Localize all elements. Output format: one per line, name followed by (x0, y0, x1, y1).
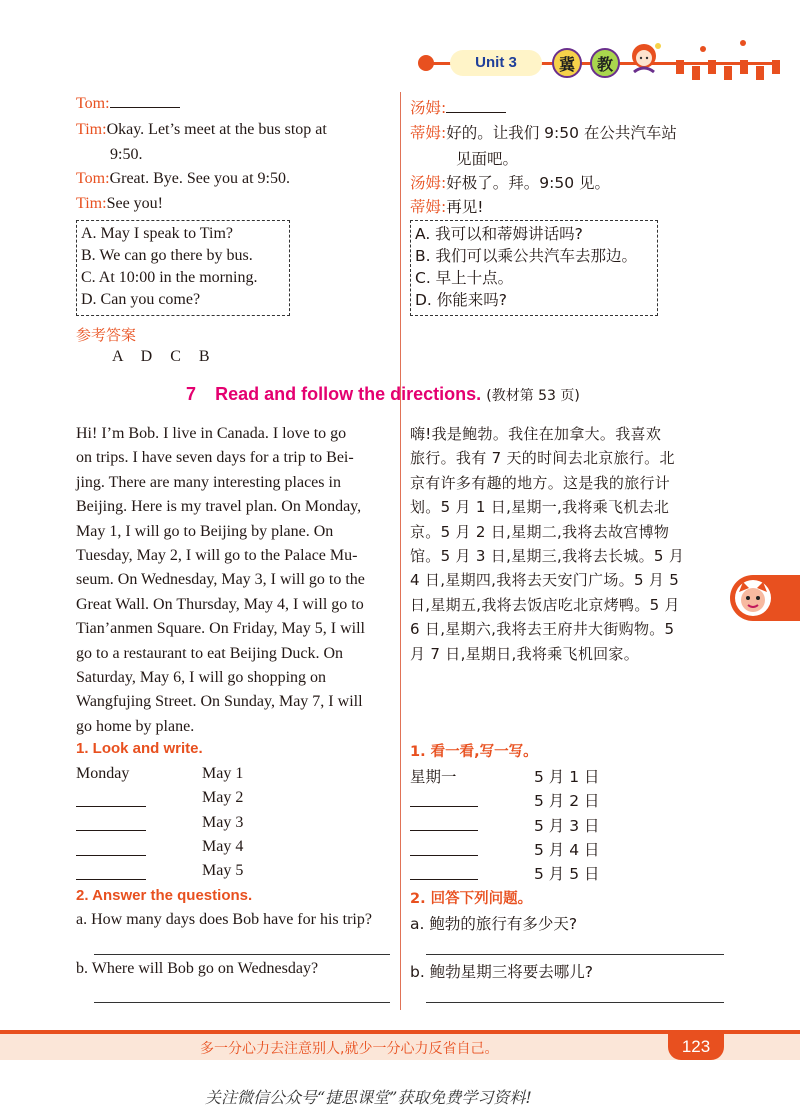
task1-date-en: May 4 (202, 838, 244, 855)
dialog-text: See you! (106, 195, 163, 212)
header-checker (772, 60, 780, 74)
task1-title-en: 1. Look and write. (76, 740, 203, 757)
task1-date-zh: 5 月 1 日 (534, 768, 600, 786)
answer-line[interactable] (94, 1002, 390, 1003)
mascot-girl-icon (622, 38, 668, 78)
header-ball-decoration (418, 55, 434, 71)
dialog-line-en: Tom: (76, 95, 180, 113)
passage-zh (410, 422, 728, 666)
day-blank-zh[interactable] (410, 806, 478, 807)
passage-en-line: Saturday, May 6, I will go shopping on (76, 669, 327, 687)
dialog-line-zh: 蒂姆:好的。让我们 9:50 在公共汽车站 (410, 124, 677, 142)
task1-date-zh: 5 月 5 日 (534, 865, 600, 883)
section-note: (教材第 53 页) (486, 388, 580, 404)
passage-en-line: seum. On Wednesday, May 3, I will go to the (76, 571, 365, 589)
header-checker (692, 66, 700, 80)
passage-zh-line: 京。5 月 2 日,星期二,我将去故宫博物 (410, 522, 670, 541)
header-checker (708, 60, 716, 74)
day-blank[interactable] (76, 879, 146, 880)
dialog-line-zh: 汤姆:好极了。拜。9:50 见。 (410, 174, 610, 192)
day-blank-zh[interactable] (410, 879, 478, 880)
question-b-en: b. Where will Bob go on Wednesday? (76, 960, 319, 977)
passage-zh-line: 划。5 月 1 日,星期一,我将乘飞机去北 (410, 498, 670, 517)
option-d: D. Can you come? (81, 291, 201, 308)
passage-en (76, 422, 390, 739)
task1-date-en: May 2 (202, 789, 244, 806)
task1-first-day-zh: 星期一 (410, 768, 457, 786)
speaker-tim-zh: 蒂姆 (410, 124, 442, 142)
header-checker (676, 60, 684, 74)
header-checker (740, 60, 748, 74)
day-blank[interactable] (76, 855, 146, 856)
day-blank-zh[interactable] (410, 830, 478, 831)
dialog-text: Great. Bye. See you at 9:50. (109, 170, 290, 187)
header-checker (724, 66, 732, 80)
dialog-text-zh: 好极了。拜。9:50 见。 (446, 174, 610, 192)
speaker-tom: Tom (76, 95, 106, 112)
answer-blank-zh[interactable] (446, 112, 506, 113)
answer-line[interactable] (94, 954, 390, 955)
dialog-line-en: Tim:Okay. Let’s meet at the bus stop at (76, 121, 327, 138)
speaker-tom: Tom (76, 170, 106, 187)
section-title: Read and follow the directions. (215, 384, 482, 404)
passage-en-line: go to a restaurant to eat Beijing Duck. On (76, 644, 344, 662)
passage-zh-line: 4 日,星期四,我将去天安门广场。5 月 5 (410, 571, 680, 590)
passage-en-line: Hi! I’m Bob. I live in Canada. I love to go (76, 425, 347, 442)
header-dot (700, 46, 706, 52)
reference-answers-title: 参考答案 (76, 326, 137, 344)
passage-zh-line: 京有许多有趣的地方。这是我的旅行计 (410, 473, 671, 492)
header-checker (756, 66, 764, 80)
passage-zh-line: 馆。5 月 3 日,星期三,我将去长城。5 月 (410, 547, 685, 566)
option-c: C. At 10:00 in the morning. (81, 269, 258, 286)
footer-quote: 多一分心力去注意别人,就少一分心力反省自己。 (200, 1041, 499, 1057)
passage-en-line: Great Wall. On Thursday, May 4, I will go to (76, 595, 364, 613)
option-d-zh: D. 你能来吗? (415, 291, 508, 309)
unit-label: Unit 3 (450, 50, 542, 76)
task1-date-zh: 5 月 2 日 (534, 792, 600, 810)
publisher-badge-1: 冀 (552, 48, 582, 78)
task2-title-zh: 2. 回答下列问题。 (410, 891, 533, 907)
section-number: 7 (186, 384, 197, 404)
question-b-zh: b. 鲍勃星期三将要去哪儿? (410, 963, 593, 981)
mascot-face-icon (733, 578, 773, 618)
passage-zh-line: 月 7 日,星期日,我将乘飞机回家。 (410, 644, 640, 663)
question-a-zh: a. 鲍勃的旅行有多少天? (410, 915, 578, 933)
task1-date-en: May 5 (202, 862, 244, 879)
passage-en-line: jing. There are many interesting places in (76, 473, 341, 491)
option-a: A. May I speak to Tim? (81, 225, 233, 242)
option-b: B. We can go there by bus. (81, 247, 253, 264)
dialog-text-cont: 9:50. (110, 146, 143, 163)
dialog-text-zh: 再见! (446, 198, 484, 216)
task2-title-en: 2. Answer the questions. (76, 887, 253, 904)
day-blank[interactable] (76, 830, 146, 831)
question-a-en: a. How many days does Bob have for his trip? (76, 911, 372, 928)
column-divider (400, 92, 401, 1010)
speaker-tim-zh: 蒂姆 (410, 198, 442, 216)
task1-title-zh: 1. 看一看,写一写。 (410, 744, 538, 760)
task1-first-day-en: Monday (76, 765, 130, 782)
task1-date-zh: 5 月 3 日 (534, 817, 600, 835)
publisher-badge-2: 教 (590, 48, 620, 78)
task1-date-zh: 5 月 4 日 (534, 841, 600, 859)
dialog-line-zh: 汤姆: (410, 96, 506, 118)
options-box-zh (410, 220, 658, 316)
answer-blank[interactable] (110, 107, 180, 108)
answer-line-zh[interactable] (426, 954, 724, 955)
reference-answers-values: A D C B (112, 348, 210, 365)
section-7-heading (186, 384, 580, 405)
passage-en-line: May 1, I will go to Beijing by plane. On (76, 522, 334, 540)
option-a-zh: A. 我可以和蒂姆讲话吗? (415, 225, 583, 243)
passage-zh-line: 旅行。我有 7 天的时间去北京旅行。北 (410, 449, 675, 468)
dialog-text-zh-cont: 见面吧。 (456, 150, 519, 168)
passage-zh-line: 嗨!我是鲍勃。我住在加拿大。我喜欢 (410, 425, 662, 443)
answer-line-zh[interactable] (426, 1002, 724, 1003)
speaker-tom-zh: 汤姆 (410, 174, 442, 192)
watermark-text: 关注微信公众号“捷思课堂”获取免费学习资料! (205, 1088, 532, 1107)
dialog-line-en: Tom:Great. Bye. See you at 9:50. (76, 170, 290, 187)
header-dot (740, 40, 746, 46)
passage-en-line: Wangfujing Street. On Sunday, May 7, I will (76, 693, 363, 711)
speaker-tom-zh: 汤姆 (410, 99, 442, 117)
dialog-line-zh: 蒂姆:再见! (410, 198, 484, 216)
option-b-zh: B. 我们可以乘公共汽车去那边。 (415, 247, 637, 265)
dialog-text: Okay. Let’s meet at the bus stop at (106, 121, 327, 138)
dialog-line-en: Tim:See you! (76, 195, 163, 212)
passage-zh-line: 6 日,星期六,我将去王府井大街购物。5 (410, 620, 675, 639)
passage-en-line: Tian’anmen Square. On Friday, May 5, I will (76, 620, 365, 638)
passage-en-line: Beijing. Here is my travel plan. On Monday, (76, 498, 362, 516)
dialog-text-zh: 好的。让我们 9:50 在公共汽车站 (446, 124, 677, 142)
day-blank[interactable] (76, 806, 146, 807)
page-number: 123 (668, 1034, 724, 1060)
task1-date-en: May 3 (202, 814, 244, 831)
task1-date-en: May 1 (202, 765, 244, 782)
speaker-tim: Tim (76, 195, 103, 212)
options-box-en (76, 220, 290, 316)
passage-zh-line: 日,星期五,我将去饭店吃北京烤鸭。5 月 (410, 595, 680, 614)
passage-en-line: go home by plane. (76, 717, 195, 735)
passage-en-line: on trips. I have seven days for a trip to Bei- (76, 449, 354, 467)
speaker-tim: Tim (76, 121, 103, 138)
day-blank-zh[interactable] (410, 855, 478, 856)
option-c-zh: C. 早上十点。 (415, 269, 514, 287)
passage-en-line: Tuesday, May 2, I will go to the Palace Mu- (76, 547, 358, 565)
